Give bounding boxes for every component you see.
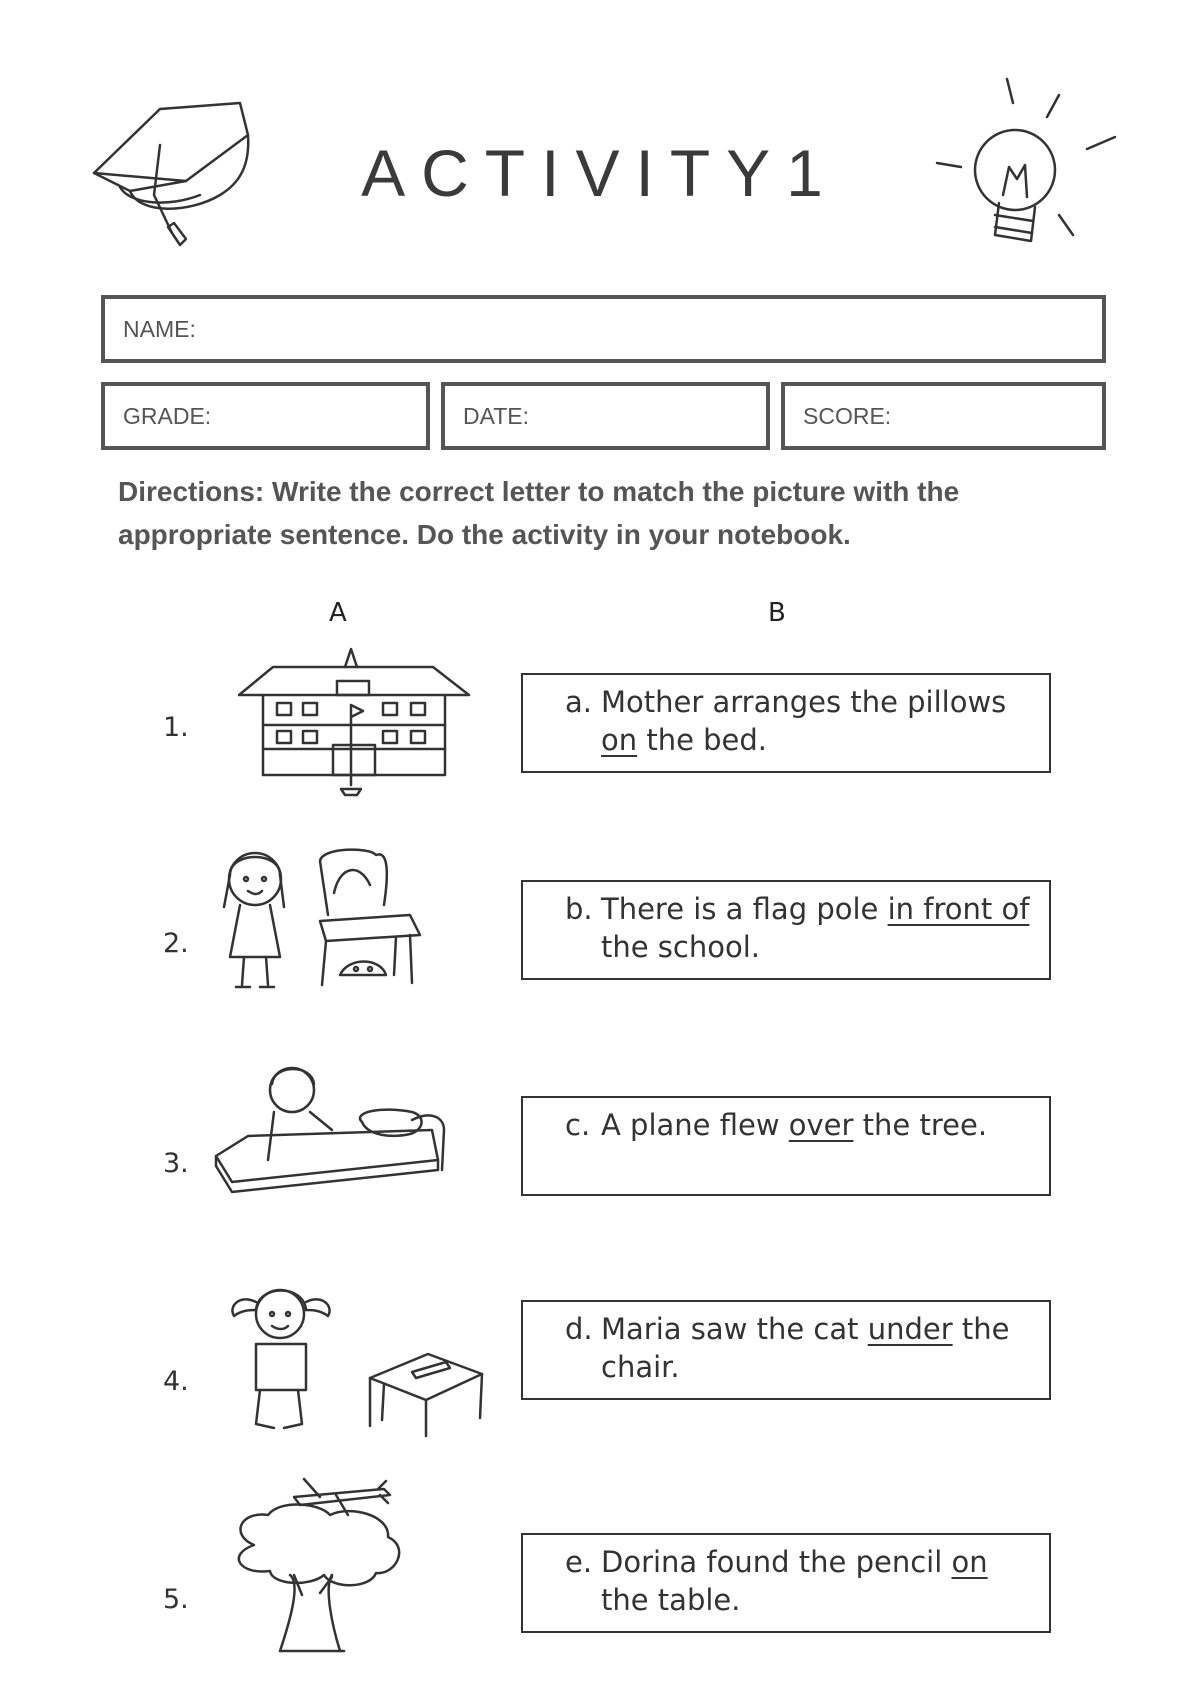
item-number-1: 1.: [163, 712, 189, 743]
name-label: NAME:: [123, 315, 196, 342]
sentence-text-c: [565, 1106, 1035, 1144]
sentence-letter-b: b.: [565, 892, 593, 926]
school-flagpole-picture: [233, 645, 473, 795]
sentence-d-after: the chair.: [601, 1312, 1010, 1384]
sentence-a-underlined: on: [601, 723, 638, 757]
sentence-b-underlined: in front of: [887, 892, 1030, 926]
item-number-2: 2.: [163, 928, 189, 959]
item-number-3: 3.: [163, 1148, 189, 1179]
mother-pillow-bed-picture: [212, 1060, 452, 1210]
sentence-letter-c: c.: [565, 1108, 591, 1142]
sentence-c-before: A plane flew: [601, 1108, 789, 1142]
sentence-c-underlined: over: [788, 1108, 854, 1142]
sentence-box-a: [521, 673, 1051, 773]
page-title: ACTIVITY1: [361, 136, 839, 210]
sentence-d-underlined: under: [867, 1312, 953, 1346]
sentence-b-before: There is a flag pole: [601, 892, 888, 926]
score-label: SCORE:: [803, 402, 892, 429]
column-b-header: B: [768, 598, 786, 628]
sentence-c-after: the tree.: [853, 1108, 988, 1142]
sentence-a-after: the bed.: [637, 723, 768, 757]
sentence-text-d: [565, 1310, 1035, 1386]
sentence-letter-d: d.: [565, 1312, 593, 1346]
sentence-e-underlined: on: [951, 1545, 988, 1579]
sentence-box-d: [521, 1300, 1051, 1400]
sentence-a-before: Mother arranges the pillows: [601, 685, 1007, 719]
sentence-text-a: [565, 683, 1035, 759]
grade-field[interactable]: [101, 382, 430, 450]
grade-label: GRADE:: [123, 402, 212, 429]
sentence-text-e: [565, 1543, 1035, 1619]
sentence-b-after: the school.: [601, 930, 761, 964]
sentence-box-e: [521, 1533, 1051, 1633]
sentence-e-after: the table.: [601, 1583, 741, 1617]
sentence-box-c: [521, 1096, 1051, 1196]
plane-tree-picture: [220, 1475, 420, 1660]
date-field[interactable]: [441, 382, 770, 450]
date-label: DATE:: [463, 402, 530, 429]
sentence-d-before: Maria saw the cat: [601, 1312, 868, 1346]
sentence-letter-a: a.: [565, 685, 592, 719]
sentence-text-b: [565, 890, 1035, 966]
column-a-header: A: [329, 598, 347, 628]
item-number-4: 4.: [163, 1366, 189, 1397]
sentence-e-before: Dorina found the pencil: [601, 1545, 952, 1579]
score-field[interactable]: [781, 382, 1106, 450]
sentence-box-b: [521, 880, 1051, 980]
item-number-5: 5.: [163, 1584, 189, 1615]
girl-cat-chair-picture: [210, 845, 460, 995]
girl-pencil-table-picture: [220, 1270, 480, 1440]
name-field[interactable]: [101, 295, 1106, 363]
sentence-letter-e: e.: [565, 1545, 593, 1579]
directions-text: Directions: Write the correct letter to match the picture with the appropriate sentence. Do the activity in your notebook.: [118, 476, 960, 550]
